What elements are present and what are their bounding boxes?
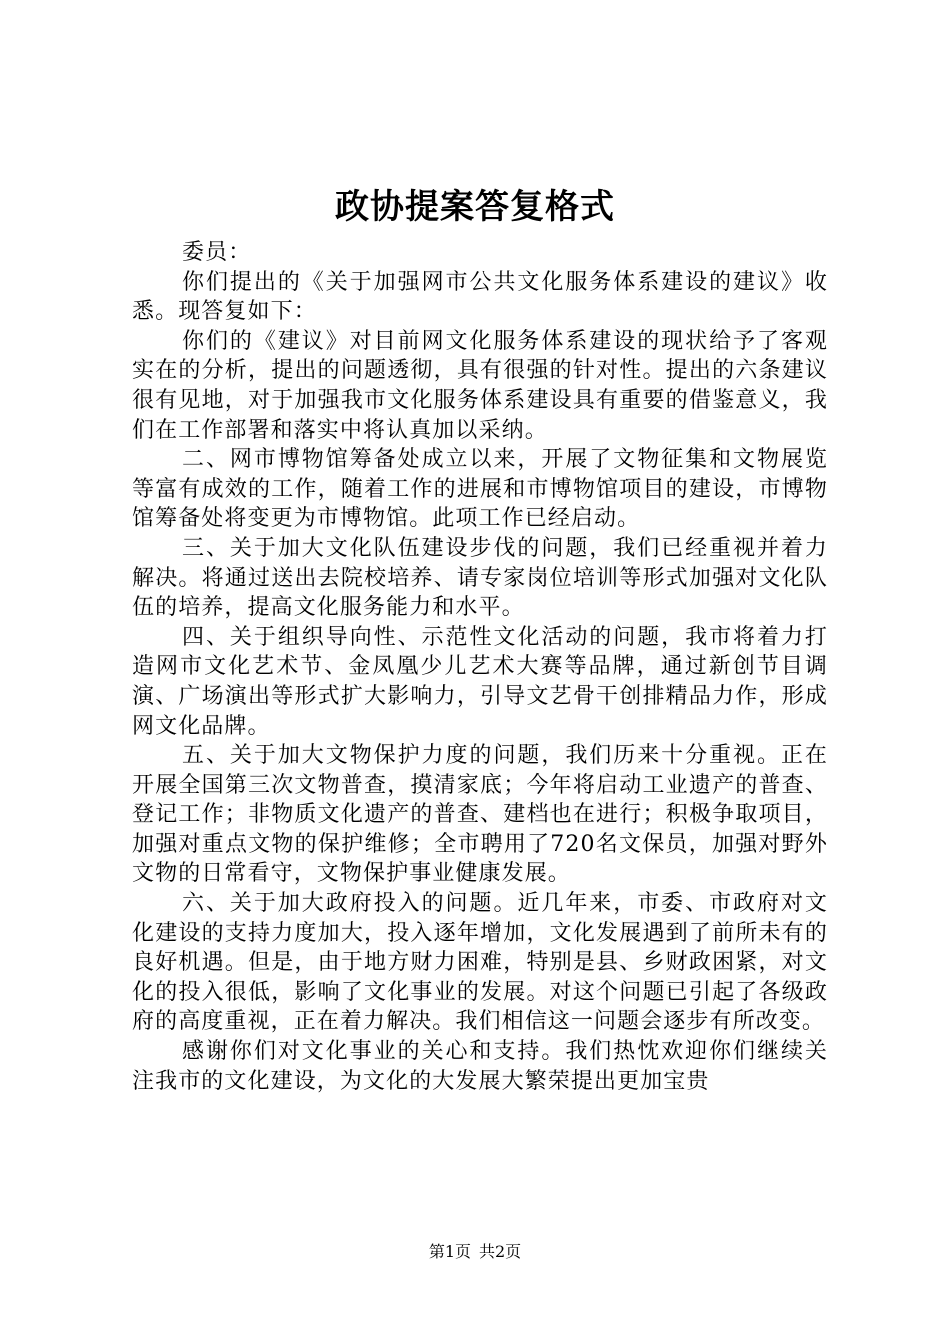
document-body — [132, 238, 828, 1096]
paragraph-item-3: 三、关于加大文化队伍建设步伐的问题，我们已经重视并着力解决。将通过送出去院校培养、请专家岗位培训等形式加强对文化队伍的培养，提高文化服务能力和水平。 — [132, 535, 828, 621]
paragraph-item-5: 五、关于加大文物保护力度的问题，我们历来十分重视。正在开展全国第三次文物普查，摸清家底；今年将启动工业遗产的普查、登记工作；非物质文化遗产的普查、建档也在进行；积极争取项目，加强对重点文物的保护维修；全市聘用了720名文保员，加强对野外文物的日常看守，文物保护事业健康发展。 — [132, 743, 828, 887]
paragraph-item-6: 六、关于加大政府投入的问题。近几年来，市委、市政府对文化建设的支持力度加大，投入逐年增加，文化发展遇到了前所未有的良好机遇。但是，由于地方财力困难，特别是县、乡财政困紧，对文化的投入很低，影响了文化事业的发展。对这个问题已引起了各级政府的高度重视，正在着力解决。我们相信这一问题会逐步有所改变。 — [132, 891, 828, 1035]
paragraph-item-4: 四、关于组织导向性、示范性文化活动的问题，我市将着力打造网市文化艺术节、金凤凰少儿艺术大赛等品牌，通过新创节目调演、广场演出等形式扩大影响力，引导文艺骨干创排精品力作，形成网文化品牌。 — [132, 624, 828, 739]
paragraph-item-2: 二、网市博物馆筹备处成立以来，开展了文物征集和文物展览等富有成效的工作，随着工作的进展和市博物馆项目的建设，市博物馆筹备处将变更为市博物馆。此项工作已经启动。 — [132, 447, 828, 532]
page-number: 第1页 — [428, 1242, 471, 1261]
salutation: 委员： — [182, 240, 252, 265]
paragraph-assessment: 你们的《建议》对目前网文化服务体系建设的现状给予了客观实在的分析，提出的问题透彻，具有很强的针对性。提出的六条建议很有见地，对于加强我市文化服务体系建设具有重要的借鉴意义，我们在工作部署和落实中将认真加以采纳。 — [132, 328, 828, 443]
document-title: 政协提案答复格式 — [335, 187, 615, 227]
page-count: 共2页 — [479, 1242, 522, 1261]
page-footer — [0, 1241, 950, 1263]
paragraph-intro: 你们提出的《关于加强网市公共文化服务体系建设的建议》收悉。现答复如下： — [132, 269, 828, 325]
paragraph-closing: 感谢你们对文化事业的关心和支持。我们热忱欢迎你们继续关注我市的文化建设，为文化的大发展大繁荣提出更加宝贵 — [132, 1039, 828, 1094]
